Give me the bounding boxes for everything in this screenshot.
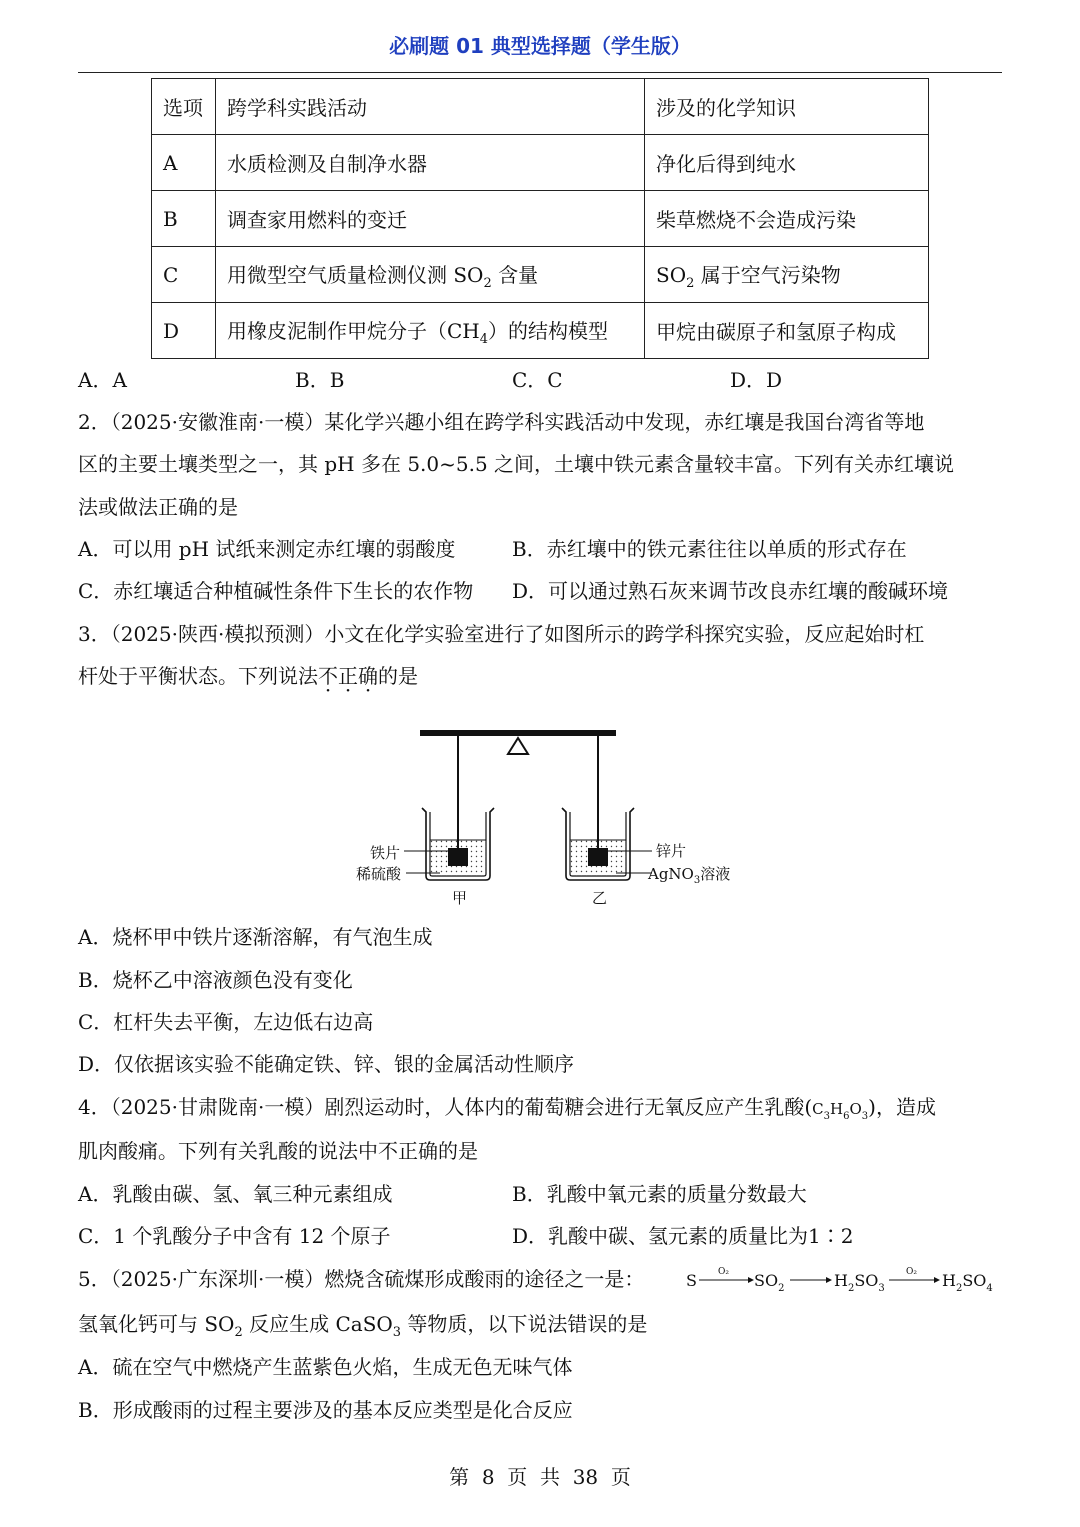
eq-h2so4: $H_2SO_4$ [942,1271,993,1294]
lever-bar [420,730,616,736]
eq-so2: $SO_2$ [754,1271,785,1294]
formula-element: H [830,1100,844,1118]
lever-experiment-figure [340,720,740,910]
q1-choice-d[interactable]: D．D [730,368,783,392]
table-cell-activity: 调查家用燃料的变迁 [216,191,645,247]
q4-stem-line: 肌肉酸痛。下列有关乳酸的说法中不正确的是 [78,1139,478,1163]
text-run: 氢氧化钙可与 SO [78,1312,235,1336]
table-cell-knowledge: 柴草燃烧不会造成污染 [645,191,929,247]
table-cell-option: A [152,135,216,191]
table-row [152,247,929,303]
emphasis-text [318,664,378,688]
q1-options-table [151,78,929,359]
q2-choice-b[interactable]: B．赤红壤中的铁元素往往以单质的形式存在 [512,537,907,561]
q4-choice-b[interactable]: B．乳酸中氧元素的质量分数最大 [512,1182,807,1206]
text-run: ）的结构模型 [488,318,609,343]
table-row [152,303,929,359]
q2-stem-line: 2．（2025·安徽淮南·一模）某化学兴趣小组在跨学科实践活动中发现，赤红壤是我国台湾省等地 [78,410,925,434]
text-run: 杆处于平衡状态。下列说法 [78,664,318,688]
emphasis-char: 不 [318,664,338,688]
formula-paren-open: ( [804,1095,813,1119]
text-run: 反应生成 CaSO [242,1312,393,1336]
label-beaker-jia: 甲 [452,889,468,907]
q3-choice-a[interactable]: A．烧杯甲中铁片逐渐溶解，有气泡生成 [78,925,433,949]
table-cell-option: B [152,191,216,247]
text-run: 溶液 [700,865,731,883]
q5-stem-line [78,1310,647,1347]
q1-choice-a[interactable]: A．A [78,368,127,392]
table-header-cell: 涉及的化学知识 [645,79,929,135]
formula-element: O [849,1100,862,1118]
label-dilute-sulfuric-acid: 稀硫酸 [356,865,402,883]
subscript: 2 [234,1325,243,1340]
label-beaker-yi: 乙 [592,889,608,907]
lactic-acid-formula [804,1095,876,1122]
subscript: 3 [861,1111,869,1122]
q5-choice-b[interactable]: B．形成酸雨的过程主要涉及的基本反应类型是化合反应 [78,1398,573,1422]
table-cell-activity [216,303,645,359]
subscript: 2 [686,275,695,291]
q3-choice-c[interactable]: C．杠杆失去平衡，左边低右边高 [78,1010,374,1034]
q5-stem-line: 5．（2025·广东深圳·一模）燃烧含硫煤形成酸雨的途径之一是： [78,1267,645,1291]
q2-stem-line: 法或做法正确的是 [78,495,238,519]
text-run: AgNO [648,865,694,883]
table-cell-activity: 水质检测及自制净水器 [216,135,645,191]
eq-sulfur: S [686,1271,697,1290]
q3-choice-d[interactable]: D．仅依据该实验不能确定铁、锌、银的金属活动性顺序 [78,1052,575,1076]
text-run: 4．（2025·甘肃陇南·一模）剧烈运动时，人体内的葡萄糖会进行无氧反应产生乳酸 [78,1095,805,1119]
formula-element: C [812,1100,824,1118]
q4-choice-d[interactable]: D．乳酸中碳、氢元素的质量比为1∶2 [512,1224,854,1248]
subscript: 3 [693,875,701,886]
q4-choice-c[interactable]: C．1 个乳酸分子中含有 12 个原子 [78,1224,391,1248]
table-header-cell: 选项 [152,79,216,135]
table-header-cell: 跨学科实践活动 [216,79,645,135]
table-cell-option: C [152,247,216,303]
emphasis-char: 正 [338,664,358,688]
q2-stem-line: 区的主要土壤类型之一，其 pH 多在 5.0~5.5 之间，土壤中铁元素含量较丰富。下列有关赤红壤说 [78,452,955,476]
table-cell-activity [216,247,645,303]
table-row [152,191,929,247]
subscript: 4 [479,331,489,347]
eq-o2-label: O₂ [718,1267,729,1277]
emphasis-char: 确 [358,664,378,688]
q1-choice-b[interactable]: B．B [295,368,345,392]
eq-o2-label: O₂ [906,1267,917,1277]
q4-stem-line [78,1093,936,1131]
q2-choice-c[interactable]: C．赤红壤适合种植碱性条件下生长的农作物 [78,579,474,603]
text-run: 用微型空气质量检测仪测 SO [227,262,484,287]
q2-choice-d[interactable]: D．可以通过熟石灰来调节改良赤红壤的酸碱环境 [512,579,949,603]
subscript: 3 [823,1111,831,1122]
q5-choice-a[interactable]: A．硫在空气中燃烧产生蓝紫色火焰，生成无色无味气体 [78,1355,573,1379]
table-cell-knowledge: 净化后得到纯水 [645,135,929,191]
q3-stem-line [78,662,418,690]
label-agno3-solution [647,865,730,886]
text-run: ，造成 [875,1095,936,1119]
table-cell-knowledge [645,247,929,303]
formula-paren-close: ) [868,1095,876,1119]
table-cell-knowledge: 甲烷由碳原子和氢原子构成 [645,303,929,359]
text-run: 含量 [491,262,539,287]
text-run: 的是 [378,664,418,688]
subscript: 2 [483,275,492,291]
text-run: SO [656,262,687,287]
label-iron: 铁片 [370,844,401,862]
page-header-title: 必刷题 01 典型选择题（学生版） [389,34,691,58]
q3-stem-line: 3．（2025·陕西·模拟预测）小文在化学实验室进行了如图所示的跨学科探究实验，反应起始时杠 [78,622,925,646]
q3-choice-b[interactable]: B．烧杯乙中溶液颜色没有变化 [78,968,353,992]
table-row [152,135,929,191]
table-header-row [152,79,929,135]
table-cell-option: D [152,303,216,359]
iron-piece [448,848,468,866]
label-zinc: 锌片 [656,842,687,860]
q1-choice-c[interactable]: C．C [512,368,563,392]
subscript: 6 [843,1111,850,1122]
page-footer: 第 8 页 共 38 页 [449,1465,631,1489]
text-run: 属于空气污染物 [694,262,841,287]
acid-rain-equation [686,1262,1002,1298]
zinc-piece [588,848,608,866]
text-run: 用橡皮泥制作甲烷分子（CH [227,318,480,343]
q4-choice-a[interactable]: A．乳酸由碳、氢、氧三种元素组成 [78,1182,393,1206]
header-divider [78,72,1002,73]
text-run: 等物质，以下说法错误的是 [401,1312,648,1336]
q2-choice-a[interactable]: A．可以用 pH 试纸来测定赤红壤的弱酸度 [78,537,456,561]
subscript: 3 [392,1325,402,1340]
fulcrum-icon [508,738,528,754]
eq-h2so3: $H_2SO_3$ [834,1271,885,1294]
